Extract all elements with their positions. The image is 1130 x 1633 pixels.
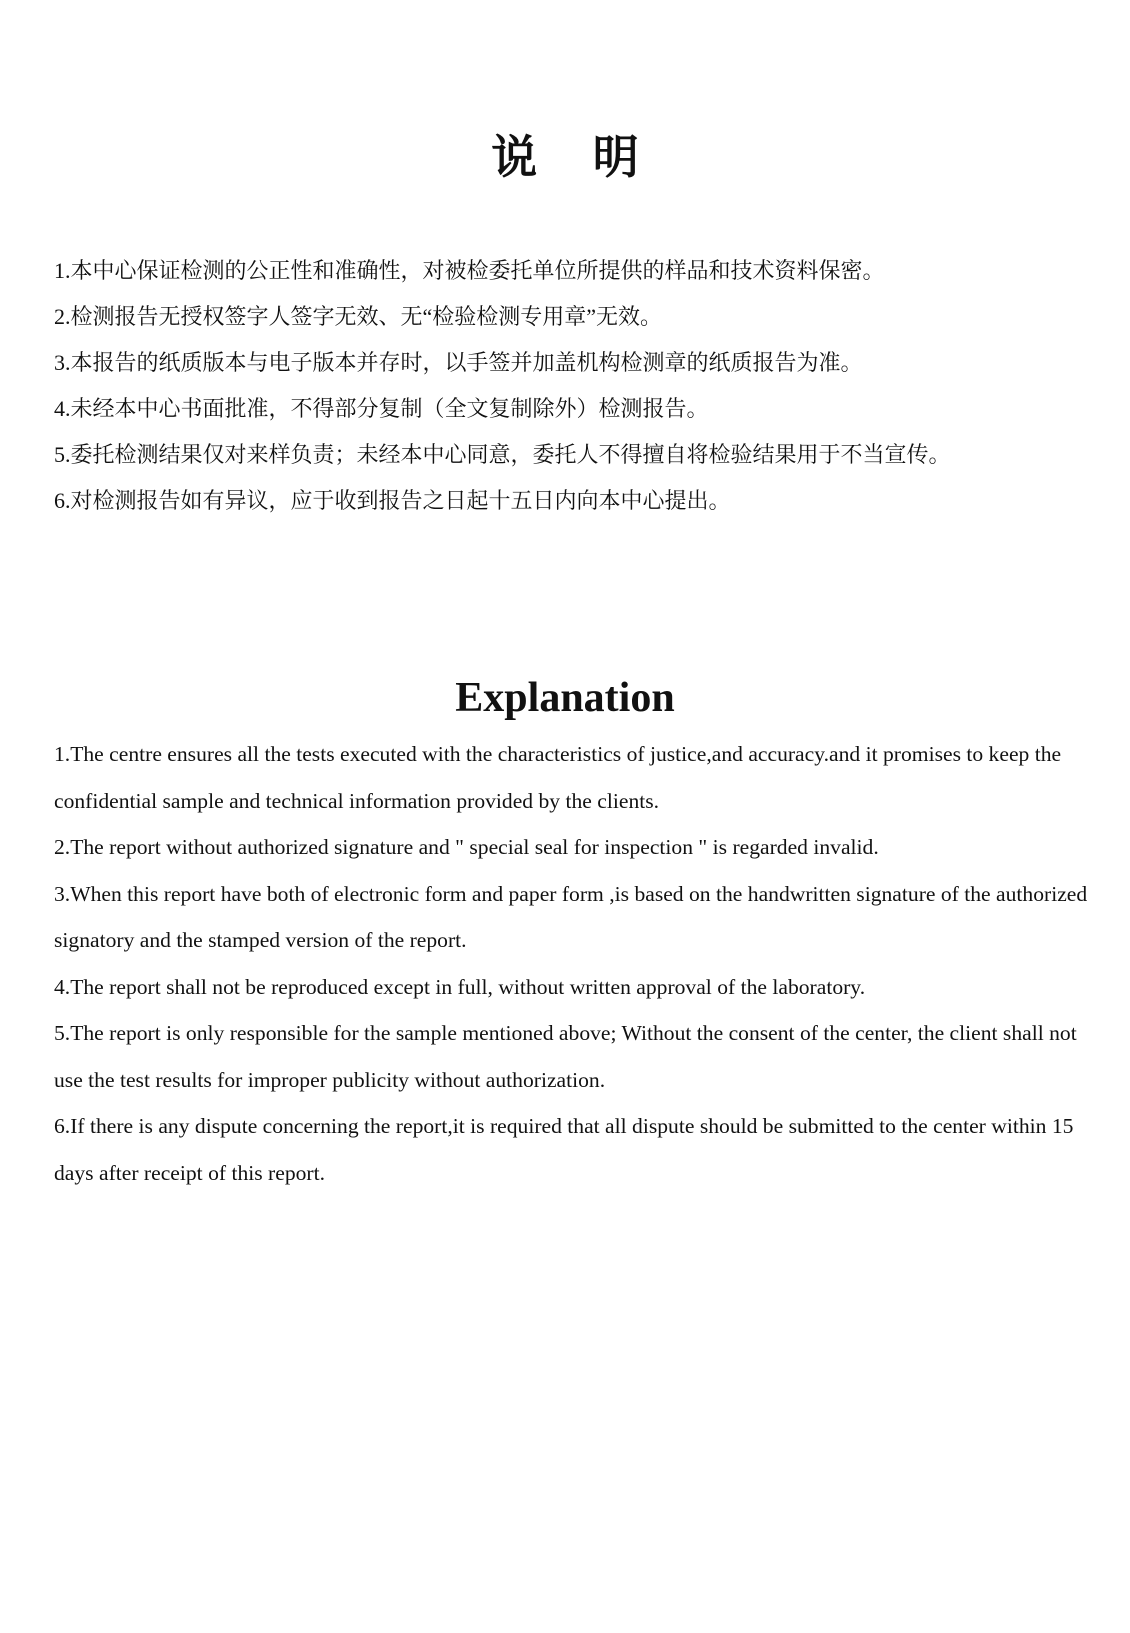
english-note-item: 1.The centre ensures all the tests executed with the characteristics of justice,and accuracy.and it promises to keep the confidential sample and technical information provided by the clients.	[54, 742, 1062, 813]
english-note-item: 5.The report is only responsible for the sample mentioned above; Without the consent of the center, the client shall not use the test results for improper publicity without authorization.	[54, 1021, 1077, 1092]
chinese-note-item: 3.本报告的纸质版本与电子版本并存时，以手签并加盖机构检测章的纸质报告为准。	[54, 350, 863, 375]
english-note-item: 6.If there is any dispute concerning the report,it is required that all dispute should be submitted to the center within 15 days after receipt of this report.	[54, 1114, 1074, 1185]
chinese-note-item: 6.对检测报告如有异议，应于收到报告之日起十五日内向本中心提出。	[54, 488, 731, 513]
english-note-item: 4.The report shall not be reproduced except in full, without written approval of the laboratory.	[54, 974, 866, 999]
english-note-item: 3.When this report have both of electronic form and paper form ,is based on the handwritten signature of the authorized signatory and the stamped version of the report.	[54, 881, 1088, 952]
chinese-note-item: 1.本中心保证检测的公正性和准确性，对被检委托单位所提供的样品和技术资料保密。	[54, 258, 885, 283]
chinese-note-item: 4.未经本中心书面批准，不得部分复制（全文复制除外）检测报告。	[54, 396, 709, 421]
chinese-notes-list	[54, 248, 1094, 524]
chinese-note-item: 2.检测报告无授权签字人签字无效、无“检验检测专用章”无效。	[54, 304, 663, 329]
english-title: Explanation	[455, 675, 675, 721]
english-notes-list	[54, 731, 1099, 1196]
chinese-title: 说 明	[491, 132, 661, 183]
chinese-note-item: 5.委托检测结果仅对来样负责；未经本中心同意，委托人不得擅自将检验结果用于不当宣传。	[54, 442, 951, 467]
english-note-item: 2.The report without authorized signature and " special seal for inspection " is regarded invalid.	[54, 835, 879, 859]
